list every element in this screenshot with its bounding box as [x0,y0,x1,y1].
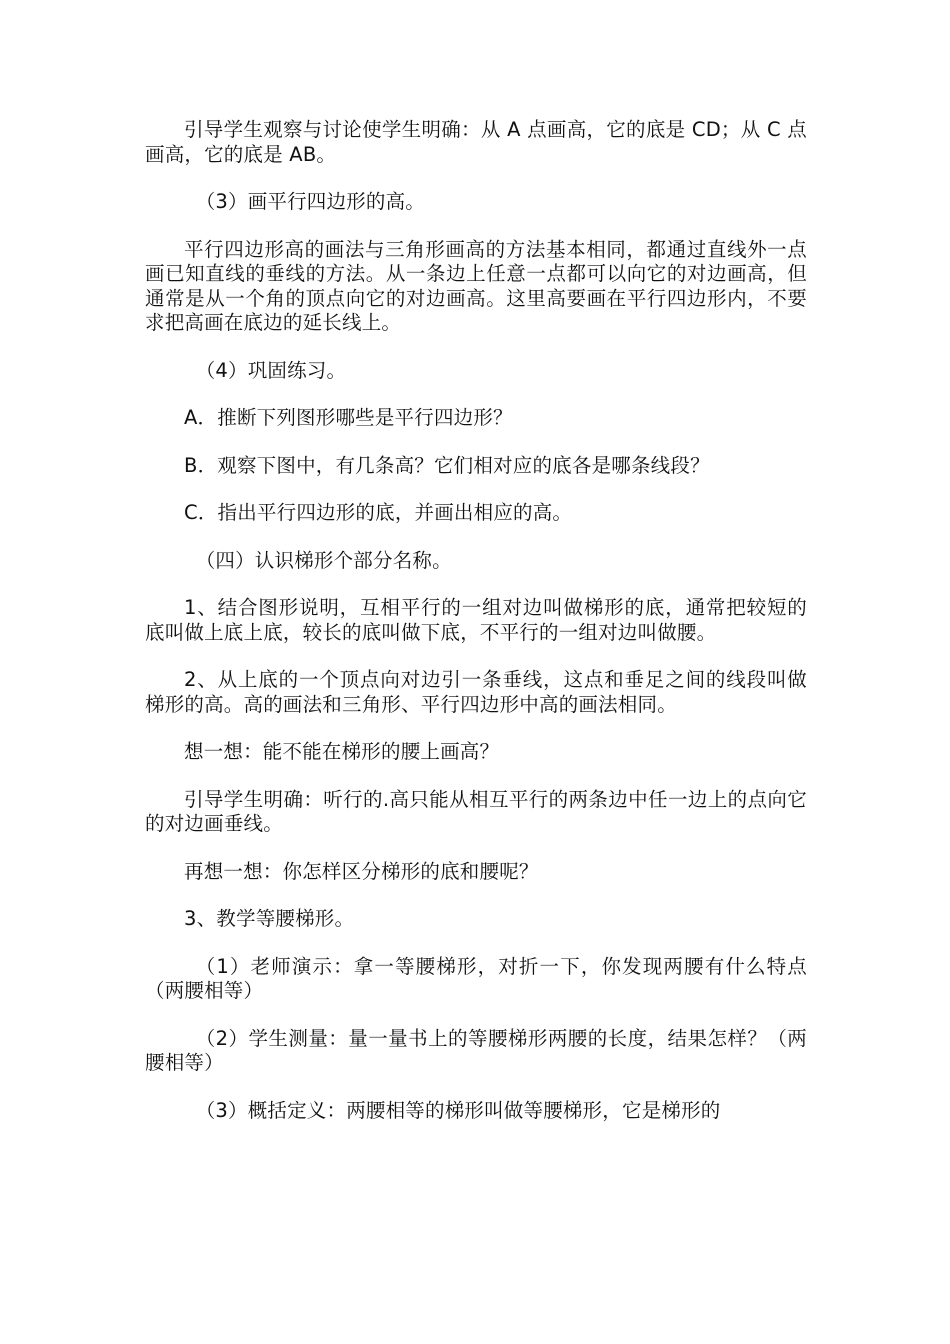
paragraph-draw-height-heading: （3）画平行四边形的高。 [195,190,425,213]
document-page [145,118,807,1146]
paragraph-isosceles-heading: 3、教学等腰梯形。 [184,907,355,930]
paragraph-definition: （3）概括定义：两腰相等的梯形叫做等腰梯形，它是梯形的 [195,1098,721,1122]
paragraph-guide-clarify: 引导学生明确：听行的.高只能从相互平行的两条边中任一边上的点向它的对边画垂线。 [145,787,807,835]
paragraph-think-2: 再想一想：你怎样区分梯形的底和腰呢？ [184,859,539,883]
paragraph-think-1: 想一想：能不能在梯形的腰上画高？ [184,740,500,763]
paragraph-trapezoid-bases: 1、结合图形说明，互相平行的一组对边叫做梯形的底，通常把较短的底叫做上底上底，较长的底叫做下底，不平行的一组对边叫做腰。 [145,596,807,644]
paragraph-teacher-demo: （1）老师演示：拿一等腰梯形，对折一下，你发现两腰有什么特点（两腰相等） [145,954,807,1002]
paragraph-guide-observe: 引导学生观察与讨论使学生明确：从 A 点画高，它的底是 CD；从 C 点画高，它的底是 AB。 [145,118,807,166]
paragraph-trapezoid-height: 2、从上底的一个顶点向对边引一条垂线，这点和垂足之间的线段叫做梯形的高。高的画法和三角形、平行四边形中高的画法相同。 [145,668,807,716]
paragraph-height-method: 平行四边形高的画法与三角形画高的方法基本相同，都通过直线外一点画已知直线的垂线的方法。从一条边上任意一点都可以向它的对边画高，但通常是从一个角的顶点向它的对边画高。这里高要画在平行四边形内，不要求把高画在底边的延长线上。 [145,237,807,334]
paragraph-trapezoid-heading: （四）认识梯形个部分名称。 [195,548,452,572]
paragraph-practice-heading: （4）巩固练习。 [195,358,347,382]
paragraph-practice-b: B．观察下图中，有几条高？它们相对应的底各是哪条线段？ [184,453,710,477]
paragraph-practice-c: C．指出平行四边形的底，并画出相应的高。 [184,501,573,524]
paragraph-student-measure: （2）学生测量：量一量书上的等腰梯形两腰的长度，结果怎样？（两腰相等） [145,1026,807,1074]
paragraph-practice-a: A．推断下列图形哪些是平行四边形？ [184,406,513,429]
